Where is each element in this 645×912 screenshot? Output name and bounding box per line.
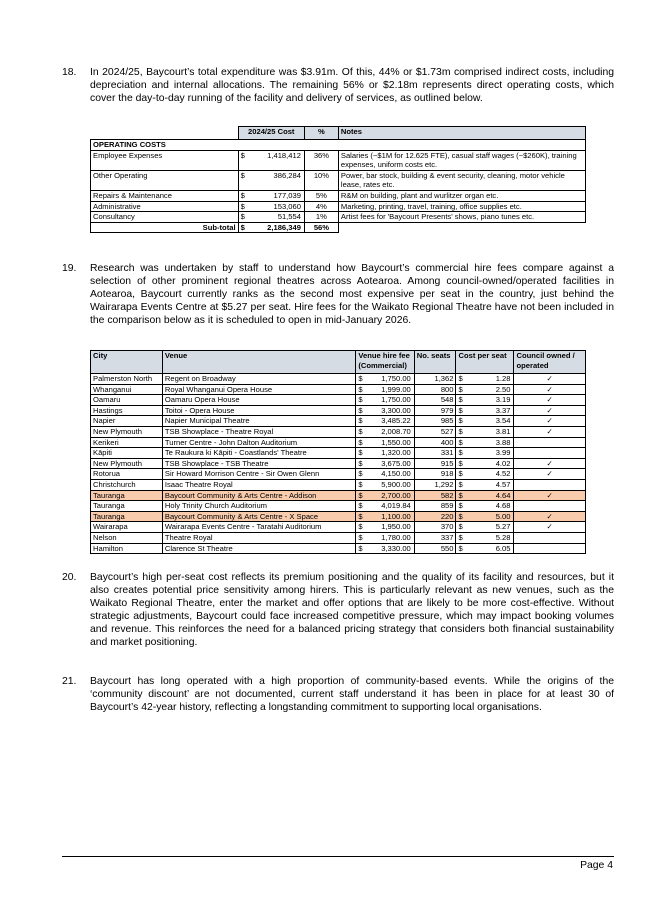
- cost-notes: R&M on building, plant and wurlitzer organ etc.: [338, 190, 585, 201]
- venue-name: Holy Trinity Church Auditorium: [162, 501, 355, 512]
- table-row: [91, 490, 586, 501]
- venue-cost-per-seat: 5.00: [464, 511, 514, 522]
- cps-currency: $: [456, 384, 464, 395]
- venue-fee: 3,330.00: [364, 543, 414, 554]
- venue-seats: 915: [414, 458, 456, 469]
- cost-item: Administrative: [91, 201, 239, 212]
- cost-value: 51,554: [249, 212, 305, 223]
- cost-pct: 4%: [304, 201, 338, 212]
- cps-currency: $: [456, 469, 464, 480]
- paragraph-text: Research was undertaken by staff to understand how Baycourt’s commercial hire fees compare against a selection of other prominent regional theatres across Aotearoa. Among council-owned/operated facilities in Aotearoa, Baycourt currently ranks as the second most expensive per seat in the country, just behind the Wairarapa Events Centre at $5.27 per seat. Hire fees for the Waikato Regional Theatre have not been included in the comparison below as it is scheduled to open in mid-January 2026.: [90, 263, 614, 327]
- council-owned-tick: [514, 479, 586, 490]
- venue-city: Christchurch: [91, 479, 163, 490]
- venue-name: Theatre Royal: [162, 532, 355, 543]
- paragraph-number: 18.: [62, 67, 77, 78]
- venue-fee: 1,550.00: [364, 437, 414, 448]
- venue-city: Whanganui: [91, 384, 163, 395]
- council-owned-tick: ✓: [514, 511, 586, 522]
- cost-notes: Artist fees for 'Baycourt Presents' shows, piano tunes etc.: [338, 212, 585, 223]
- council-owned-tick: ✓: [514, 405, 586, 416]
- cps-currency: $: [456, 374, 464, 385]
- fee-currency: $: [356, 405, 364, 416]
- venue-city: Palmerston North: [91, 374, 163, 385]
- council-header: Council owned / operated: [514, 351, 586, 374]
- venue-name: Baycourt Community & Arts Centre - X Space: [162, 511, 355, 522]
- pct-header: %: [304, 127, 338, 140]
- table-row: [91, 212, 586, 223]
- venue-fee: 1,950.00: [364, 522, 414, 533]
- venue-seats: 918: [414, 469, 456, 480]
- cps-currency: $: [456, 490, 464, 501]
- cost-currency: $: [238, 150, 248, 170]
- council-owned-tick: ✓: [514, 384, 586, 395]
- cps-header: Cost per seat: [456, 351, 514, 374]
- table-row: [91, 395, 586, 406]
- venue-cost-per-seat: 3.37: [464, 405, 514, 416]
- paragraph-number: 21.: [62, 676, 77, 687]
- venue-fee: 1,320.00: [364, 448, 414, 459]
- table-row: [91, 170, 586, 190]
- cps-currency: $: [456, 501, 464, 512]
- table-row: [91, 469, 586, 480]
- cost-value: 153,060: [249, 201, 305, 212]
- subtotal-row: [91, 222, 586, 233]
- venue-cost-per-seat: 4.64: [464, 490, 514, 501]
- paragraph-20: [62, 571, 614, 650]
- table-row: [91, 150, 586, 170]
- paragraph-18: [62, 66, 614, 105]
- paragraph-text: Baycourt’s high per-seat cost reflects its premium positioning and the quality of its facility and resources, but it also creates potential price sensitivity among hirers. This is particularly relevant as new venues, such as the Waikato Regional Theatre, enter the market and offer options that are likely to be more cost-effective. Without strategic adjustments, Baycourt could face increased competitive pressure, which may impact booking volumes and revenue. This reinforces the need for a balanced pricing strategy that considers both financial sustainability and market positioning.: [90, 572, 614, 649]
- venue-fee: 1,750.00: [364, 374, 414, 385]
- cost-value: 386,284: [249, 170, 305, 190]
- table-header-row: [91, 351, 586, 374]
- cost-notes: Power, bar stock, building & event security, cleaning, motor vehicle lease, rates etc.: [338, 170, 585, 190]
- cost-item: Other Operating: [91, 170, 239, 190]
- venue-fee: 5,900.00: [364, 479, 414, 490]
- empty-cell: [338, 222, 585, 233]
- venue-name: Baycourt Community & Arts Centre - Addison: [162, 490, 355, 501]
- venue-name: Sir Howard Morrison Centre - Sir Owen Glenn: [162, 469, 355, 480]
- subtotal-pct: 56%: [304, 222, 338, 233]
- venue-city: Hastings: [91, 405, 163, 416]
- fee-currency: $: [356, 522, 364, 533]
- table-row: [91, 511, 586, 522]
- venue-seats: 859: [414, 501, 456, 512]
- cps-currency: $: [456, 405, 464, 416]
- table-row: [91, 437, 586, 448]
- paragraph-text: Baycourt has long operated with a high proportion of community-based events. While the origins of the ‘community discount’ are not documented, current staff understand it has been in place for at least 30 of Baycourt’s 42-year history, reflecting a longstanding commitment to supporting local organisations.: [90, 676, 614, 714]
- table-row: [91, 384, 586, 395]
- venue-cost-per-seat: 4.02: [464, 458, 514, 469]
- venue-city: Oamaru: [91, 395, 163, 406]
- fee-currency: $: [356, 384, 364, 395]
- venue-name: Wairarapa Events Centre - Taratahi Auditorium: [162, 522, 355, 533]
- operating-costs-table: [90, 126, 586, 233]
- venue-seats: 800: [414, 384, 456, 395]
- council-owned-tick: ✓: [514, 395, 586, 406]
- cps-currency: $: [456, 426, 464, 437]
- venue-name: Te Raukura ki Kāpiti - Coastlands' Theatre: [162, 448, 355, 459]
- table-row: [91, 374, 586, 385]
- council-owned-tick: ✓: [514, 522, 586, 533]
- fee-currency: $: [356, 416, 364, 427]
- council-owned-tick: ✓: [514, 416, 586, 427]
- table-row: [91, 501, 586, 512]
- venue-cost-per-seat: 4.68: [464, 501, 514, 512]
- cps-currency: $: [456, 479, 464, 490]
- cost-pct: 10%: [304, 170, 338, 190]
- cost-notes: Marketing, printing, travel, training, office supplies etc.: [338, 201, 585, 212]
- venue-fee: 1,750.00: [364, 395, 414, 406]
- venue-cost-per-seat: 5.28: [464, 532, 514, 543]
- paragraph-21: [62, 675, 614, 714]
- cost-currency: $: [238, 201, 248, 212]
- table-row: [91, 416, 586, 427]
- paragraph-number: 20.: [62, 572, 77, 583]
- section-row: [91, 140, 586, 151]
- council-owned-tick: ✓: [514, 469, 586, 480]
- fee-currency: $: [356, 374, 364, 385]
- cost-currency: $: [238, 212, 248, 223]
- paragraph-19: [62, 262, 614, 327]
- cps-currency: $: [456, 416, 464, 427]
- fee-currency: $: [356, 532, 364, 543]
- fee-currency: $: [356, 437, 364, 448]
- venue-fee: 1,780.00: [364, 532, 414, 543]
- footer-divider: [62, 856, 614, 857]
- table-header-row: [91, 127, 586, 140]
- venue-cost-per-seat: 6.05: [464, 543, 514, 554]
- venue-cost-per-seat: 2.50: [464, 384, 514, 395]
- fee-currency: $: [356, 469, 364, 480]
- seats-header: No. seats: [414, 351, 456, 374]
- venue-fee: 4,150.00: [364, 469, 414, 480]
- subtotal-label: Sub-total: [91, 222, 239, 233]
- council-owned-tick: ✓: [514, 374, 586, 385]
- cost-value: 1,418,412: [249, 150, 305, 170]
- empty-header-cell: [91, 127, 239, 140]
- table-row: [91, 201, 586, 212]
- cost-pct: 36%: [304, 150, 338, 170]
- venue-cost-per-seat: 3.88: [464, 437, 514, 448]
- venue-seats: 1,362: [414, 374, 456, 385]
- table-row: [91, 543, 586, 554]
- venue-name: Clarence St Theatre: [162, 543, 355, 554]
- venue-comparison-table: [90, 350, 586, 554]
- venue-seats: 527: [414, 426, 456, 437]
- page-number: Page 4: [580, 860, 613, 871]
- venue-city: Tauranga: [91, 490, 163, 501]
- venue-city: Kāpiti: [91, 448, 163, 459]
- venue-seats: 400: [414, 437, 456, 448]
- venue-name: Oamaru Opera House: [162, 395, 355, 406]
- venue-seats: 979: [414, 405, 456, 416]
- subtotal-cost: 2,186,349: [249, 222, 305, 233]
- fee-header: Venue hire fee (Commercial): [356, 351, 414, 374]
- venue-cost-per-seat: 5.27: [464, 522, 514, 533]
- cps-currency: $: [456, 448, 464, 459]
- table-row: [91, 458, 586, 469]
- venue-seats: 331: [414, 448, 456, 459]
- fee-currency: $: [356, 395, 364, 406]
- fee-currency: $: [356, 511, 364, 522]
- venue-city: Wairarapa: [91, 522, 163, 533]
- cost-item: Repairs & Maintenance: [91, 190, 239, 201]
- fee-currency: $: [356, 458, 364, 469]
- table-row: [91, 405, 586, 416]
- cost-currency: $: [238, 170, 248, 190]
- venue-city: Nelson: [91, 532, 163, 543]
- council-owned-tick: ✓: [514, 426, 586, 437]
- venue-cost-per-seat: 4.52: [464, 469, 514, 480]
- venue-fee: 3,675.00: [364, 458, 414, 469]
- venue-fee: 1,999.00: [364, 384, 414, 395]
- venue-city: New Plymouth: [91, 458, 163, 469]
- venue-cost-per-seat: 4.57: [464, 479, 514, 490]
- venue-name: Turner Centre - John Dalton Auditorium: [162, 437, 355, 448]
- table-row: [91, 522, 586, 533]
- council-owned-tick: [514, 448, 586, 459]
- subtotal-currency: $: [238, 222, 248, 233]
- cost-pct: 1%: [304, 212, 338, 223]
- venue-city: Rotorua: [91, 469, 163, 480]
- venue-cost-per-seat: 3.54: [464, 416, 514, 427]
- cps-currency: $: [456, 511, 464, 522]
- paragraph-number: 19.: [62, 263, 77, 274]
- cost-header: 2024/25 Cost: [238, 127, 304, 140]
- venue-fee: 2,700.00: [364, 490, 414, 501]
- venue-cost-per-seat: 3.19: [464, 395, 514, 406]
- fee-currency: $: [356, 543, 364, 554]
- cps-currency: $: [456, 532, 464, 543]
- cps-currency: $: [456, 543, 464, 554]
- section-label: OPERATING COSTS: [91, 140, 586, 151]
- venue-fee: 1,100.00: [364, 511, 414, 522]
- cost-item: Consultancy: [91, 212, 239, 223]
- venue-seats: 550: [414, 543, 456, 554]
- venue-name: Royal Whanganui Opera House: [162, 384, 355, 395]
- table-row: [91, 426, 586, 437]
- venue-seats: 220: [414, 511, 456, 522]
- council-owned-tick: [514, 543, 586, 554]
- cps-currency: $: [456, 395, 464, 406]
- venue-name: TSB Showplace - TSB Theatre: [162, 458, 355, 469]
- council-owned-tick: ✓: [514, 458, 586, 469]
- cost-notes: Salaries (~$1M for 12.625 FTE), casual staff wages (~$260K), training expenses, uniform costs etc.: [338, 150, 585, 170]
- cost-pct: 5%: [304, 190, 338, 201]
- paragraph-text: In 2024/25, Baycourt’s total expenditure was $3.91m. Of this, 44% or $1.73m comprised indirect costs, including depreciation and internal allocations. The remaining 56% or $2.18m represents direct operating costs, which cover the day-to-day running of the facility and delivery of services, as outlined below.: [90, 67, 614, 105]
- venue-name: Regent on Broadway: [162, 374, 355, 385]
- venue-header: Venue: [162, 351, 355, 374]
- cps-currency: $: [456, 458, 464, 469]
- venue-city: Tauranga: [91, 501, 163, 512]
- venue-city: Napier: [91, 416, 163, 427]
- venue-name: Toitoi - Opera House: [162, 405, 355, 416]
- cps-currency: $: [456, 437, 464, 448]
- venue-name: Isaac Theatre Royal: [162, 479, 355, 490]
- venue-cost-per-seat: 3.81: [464, 426, 514, 437]
- cps-currency: $: [456, 522, 464, 533]
- council-owned-tick: [514, 532, 586, 543]
- venue-name: TSB Showplace - Theatre Royal: [162, 426, 355, 437]
- venue-fee: 3,300.00: [364, 405, 414, 416]
- venue-city: Tauranga: [91, 511, 163, 522]
- council-owned-tick: [514, 437, 586, 448]
- venue-fee: 3,485.22: [364, 416, 414, 427]
- fee-currency: $: [356, 501, 364, 512]
- venue-city: Hamilton: [91, 543, 163, 554]
- table-row: [91, 190, 586, 201]
- council-owned-tick: ✓: [514, 490, 586, 501]
- venue-fee: 4,019.84: [364, 501, 414, 512]
- fee-currency: $: [356, 448, 364, 459]
- venue-seats: 1,292: [414, 479, 456, 490]
- venue-name: Napier Municipal Theatre: [162, 416, 355, 427]
- table-row: [91, 479, 586, 490]
- venue-seats: 582: [414, 490, 456, 501]
- council-owned-tick: [514, 501, 586, 512]
- fee-currency: $: [356, 479, 364, 490]
- table-row: [91, 448, 586, 459]
- fee-currency: $: [356, 426, 364, 437]
- venue-seats: 548: [414, 395, 456, 406]
- cost-currency: $: [238, 190, 248, 201]
- venue-seats: 370: [414, 522, 456, 533]
- cost-value: 177,039: [249, 190, 305, 201]
- venue-seats: 337: [414, 532, 456, 543]
- venue-city: Kerikeri: [91, 437, 163, 448]
- venue-cost-per-seat: 1.28: [464, 374, 514, 385]
- fee-currency: $: [356, 490, 364, 501]
- notes-header: Notes: [338, 127, 585, 140]
- venue-city: New Plymouth: [91, 426, 163, 437]
- cost-item: Employee Expenses: [91, 150, 239, 170]
- city-header: City: [91, 351, 163, 374]
- venue-cost-per-seat: 3.99: [464, 448, 514, 459]
- table-row: [91, 532, 586, 543]
- venue-fee: 2,008.70: [364, 426, 414, 437]
- venue-seats: 985: [414, 416, 456, 427]
